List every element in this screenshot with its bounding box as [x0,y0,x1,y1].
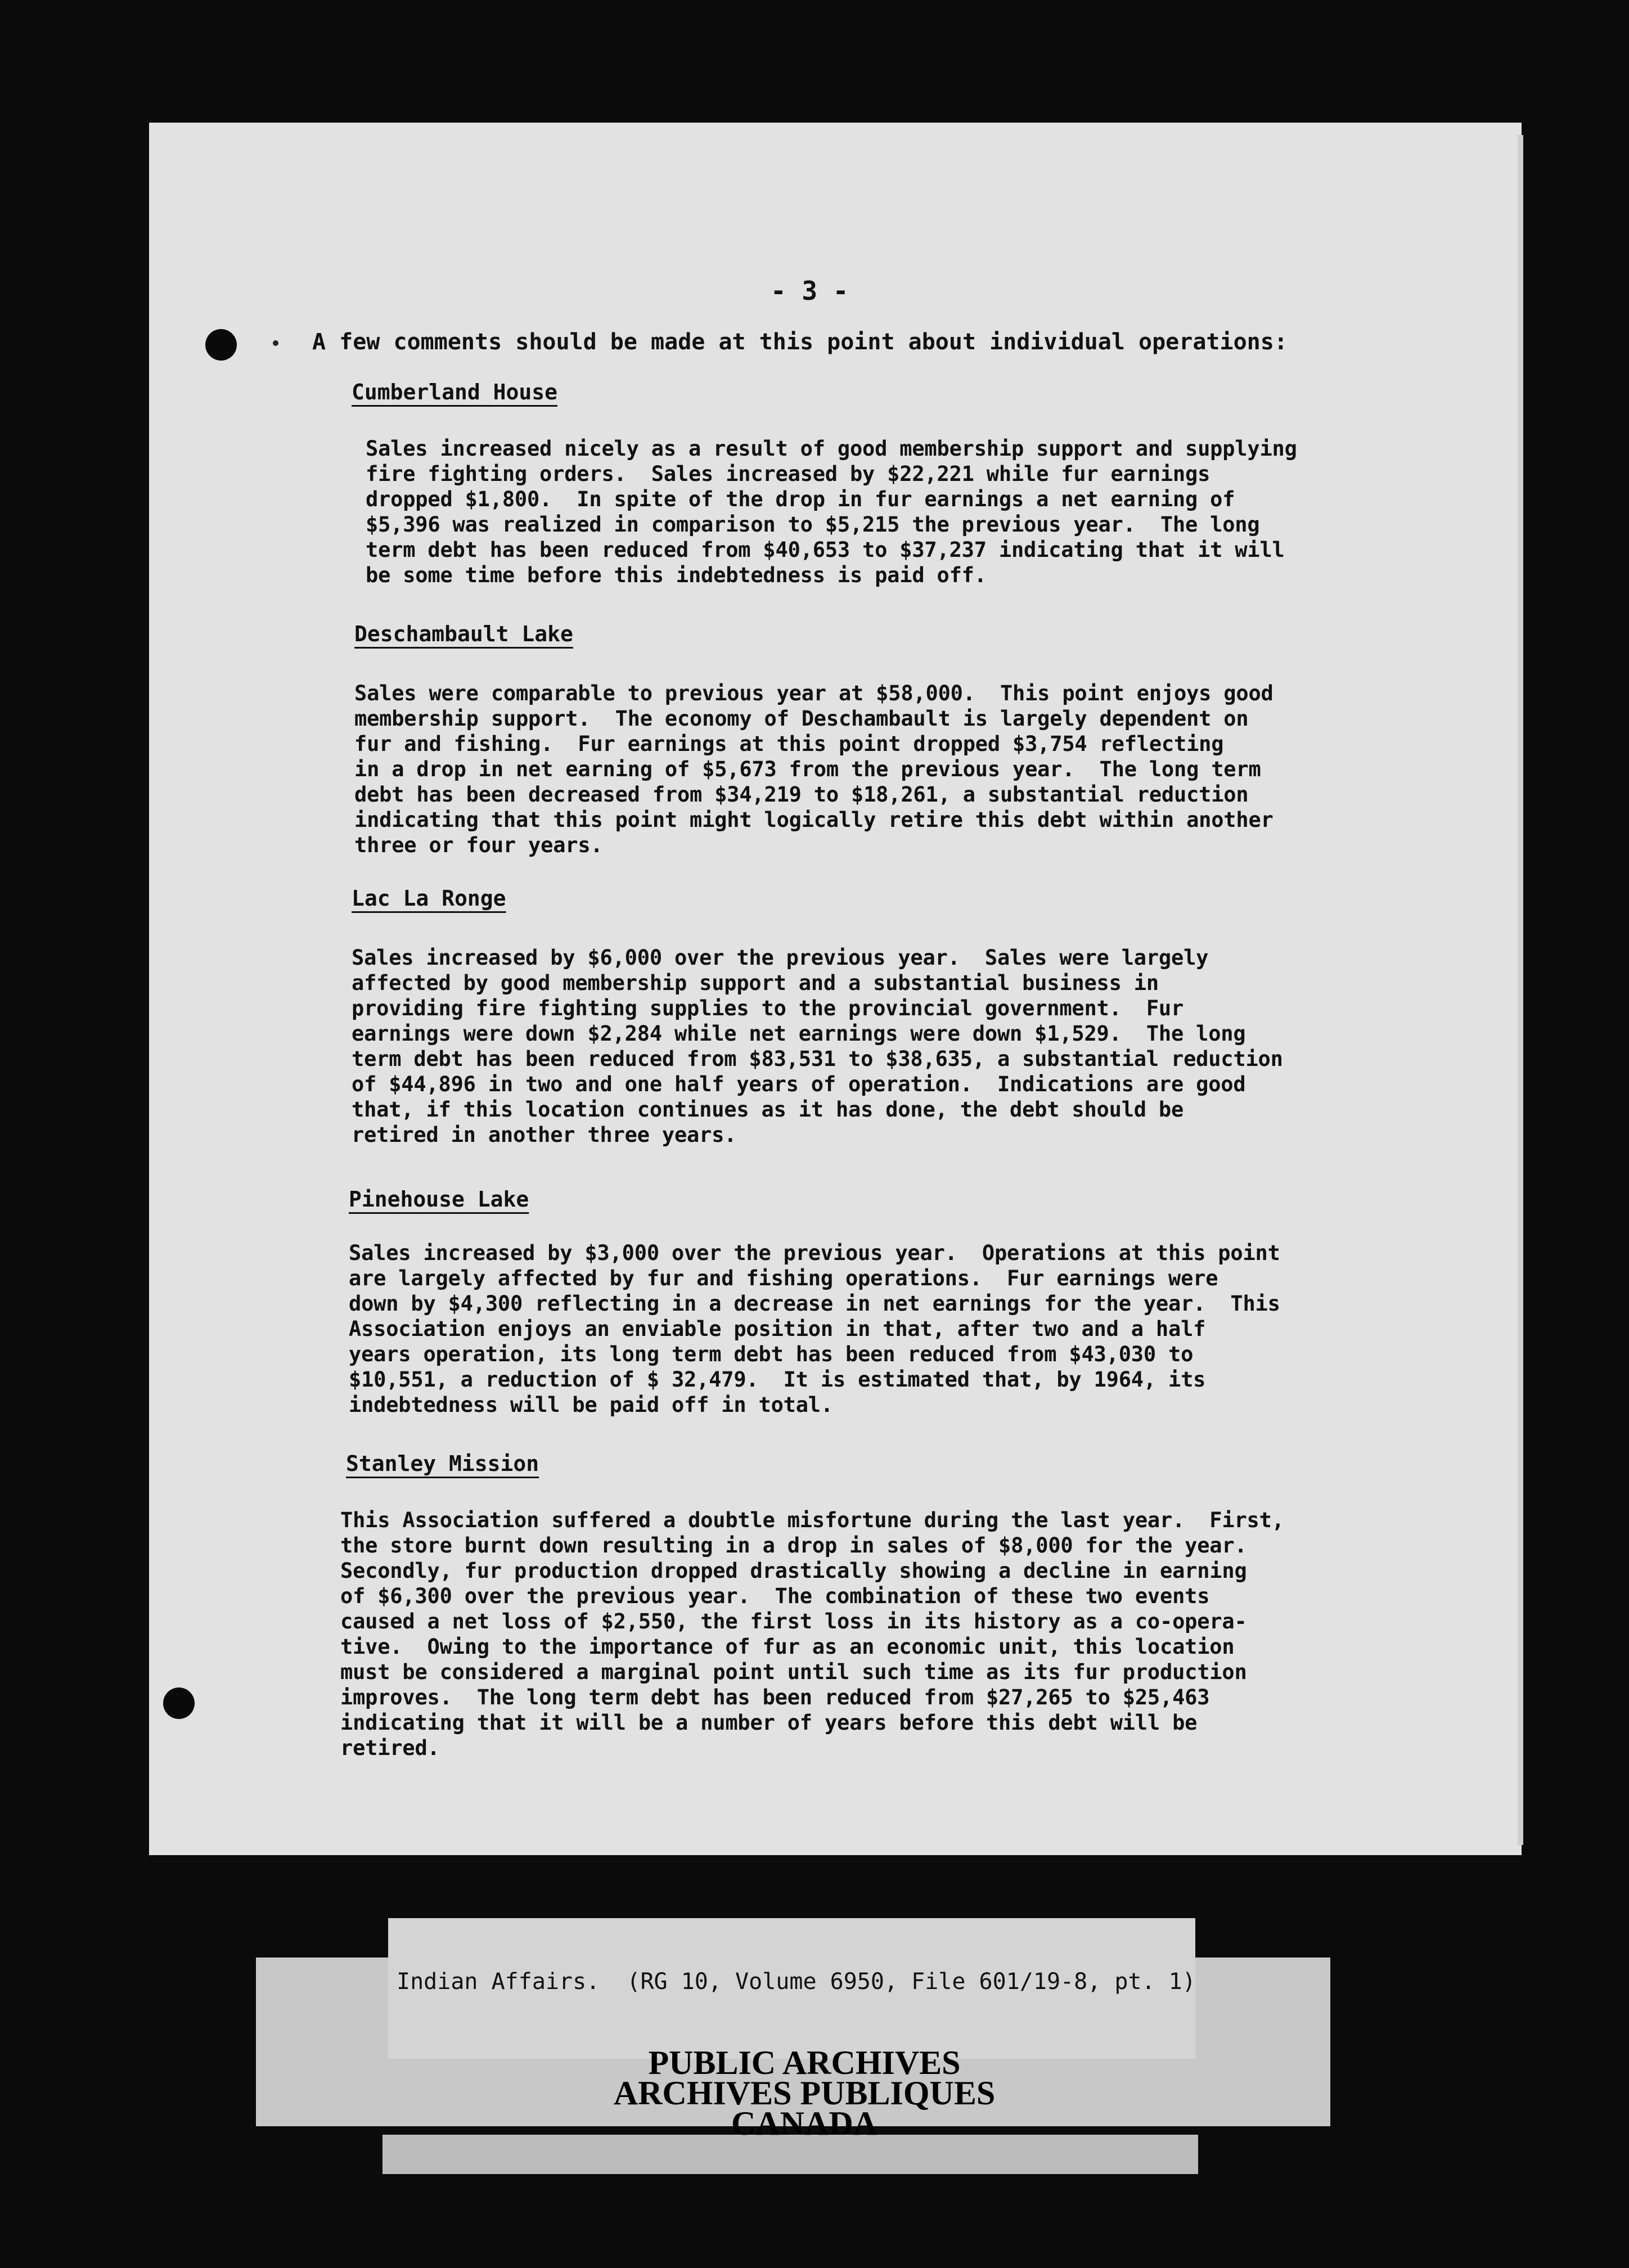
section-body-pinehouse-lake: Sales increased by $3,000 over the previous year. Operations at this point are largely affected by fur and fishing operations. Fur earnings were down by $4,300 reflecting in a decrease in net earnings for the year. This Association enjoys an enviable position in that, after two and a half years operation, its long term debt has been reduced from $43,030 to $10,551, a reduction of $ 32,479. It is estimated that, by 1964, its indebtedness will be paid off in total. [349,1241,1280,1417]
page-edge [1518,135,1523,1845]
archive-reference: Indian Affairs. (RG 10, Volume 6950, File 601/19-8, pt. 1) [397,1969,1196,1995]
punch-hole-bottom [163,1688,195,1719]
intro-sentence: A few comments should be made at this point about individual operations: [312,329,1288,355]
section-body-cumberland-house: Sales increased nicely as a result of good membership support and supplying fire fighting orders. Sales increased by $22,221 while fur earnings dropped $1,800. In spite of the drop in fur earnings a net earning of $5,396 was realized in comparison to $5,215 the previous year. The long term debt has been reduced from $40,653 to $37,237 indicating that it will be some time before this indebtedness is paid off. [366,436,1297,587]
section-body-stanley-mission: This Association suffered a doubtle misfortune during the last year. First, the store burnt down resulting in a drop in sales of $8,000 for the year. Secondly, fur production dropped drastically showing a decline in earning of $6,300 over the previous year. The combination of these two events caused a net loss of $2,550, the first loss in its history as a co-opera- tive. Owing to the importance of fur as an economic unit, this location must be considered a marginal point until such time as its fur production improves. The long term debt has been reduced from $27,265 to $25,463 indicating that it will be a number of years before this debt will be retired. [340,1508,1284,1760]
section-heading-deschambault-lake: Deschambault Lake [354,622,573,646]
section-body-lac-la-ronge: Sales increased by $6,000 over the previous year. Sales were largely affected by good membership support and a substantial business in providing fire fighting supplies to the provincial government. Fur earnings were down $2,284 while net earnings were down $1,529. The long term debt has been reduced from $83,531 to $38,635, a substantial reduction of $44,896 in two and one half years of operation. Indications are good that, if this location continues as it has done, the debt should be retired in another three years. [352,946,1283,1147]
archive-stamp [562,2044,1046,2142]
archive-stamp-line-1: PUBLIC ARCHIVES [648,2044,961,2081]
section-body-deschambault-lake: Sales were comparable to previous year at $58,000. This point enjoys good membership support. The economy of Deschambault is largely dependent on fur and fishing. Fur earnings at this point dropped $3,754 reflecting in a drop in net earning of $5,673 from the previous year. The long term debt has been decreased from $34,219 to $18,261, a substantial reduction indicating that this point might logically retire this debt within another three or four years. [354,681,1274,857]
archive-stamp-line-2: ARCHIVES PUBLIQUES [613,2074,996,2112]
punch-hole-top [205,329,237,361]
section-heading-pinehouse-lake: Pinehouse Lake [349,1187,529,1212]
section-heading-lac-la-ronge: Lac La Ronge [352,886,506,911]
section-heading-cumberland-house: Cumberland House [352,380,558,404]
archive-stamp-line-3: CANADA [731,2105,878,2142]
section-heading-stanley-mission: Stanley Mission [346,1451,539,1476]
margin-dot [273,340,278,346]
page-number: - 3 - [771,276,849,306]
